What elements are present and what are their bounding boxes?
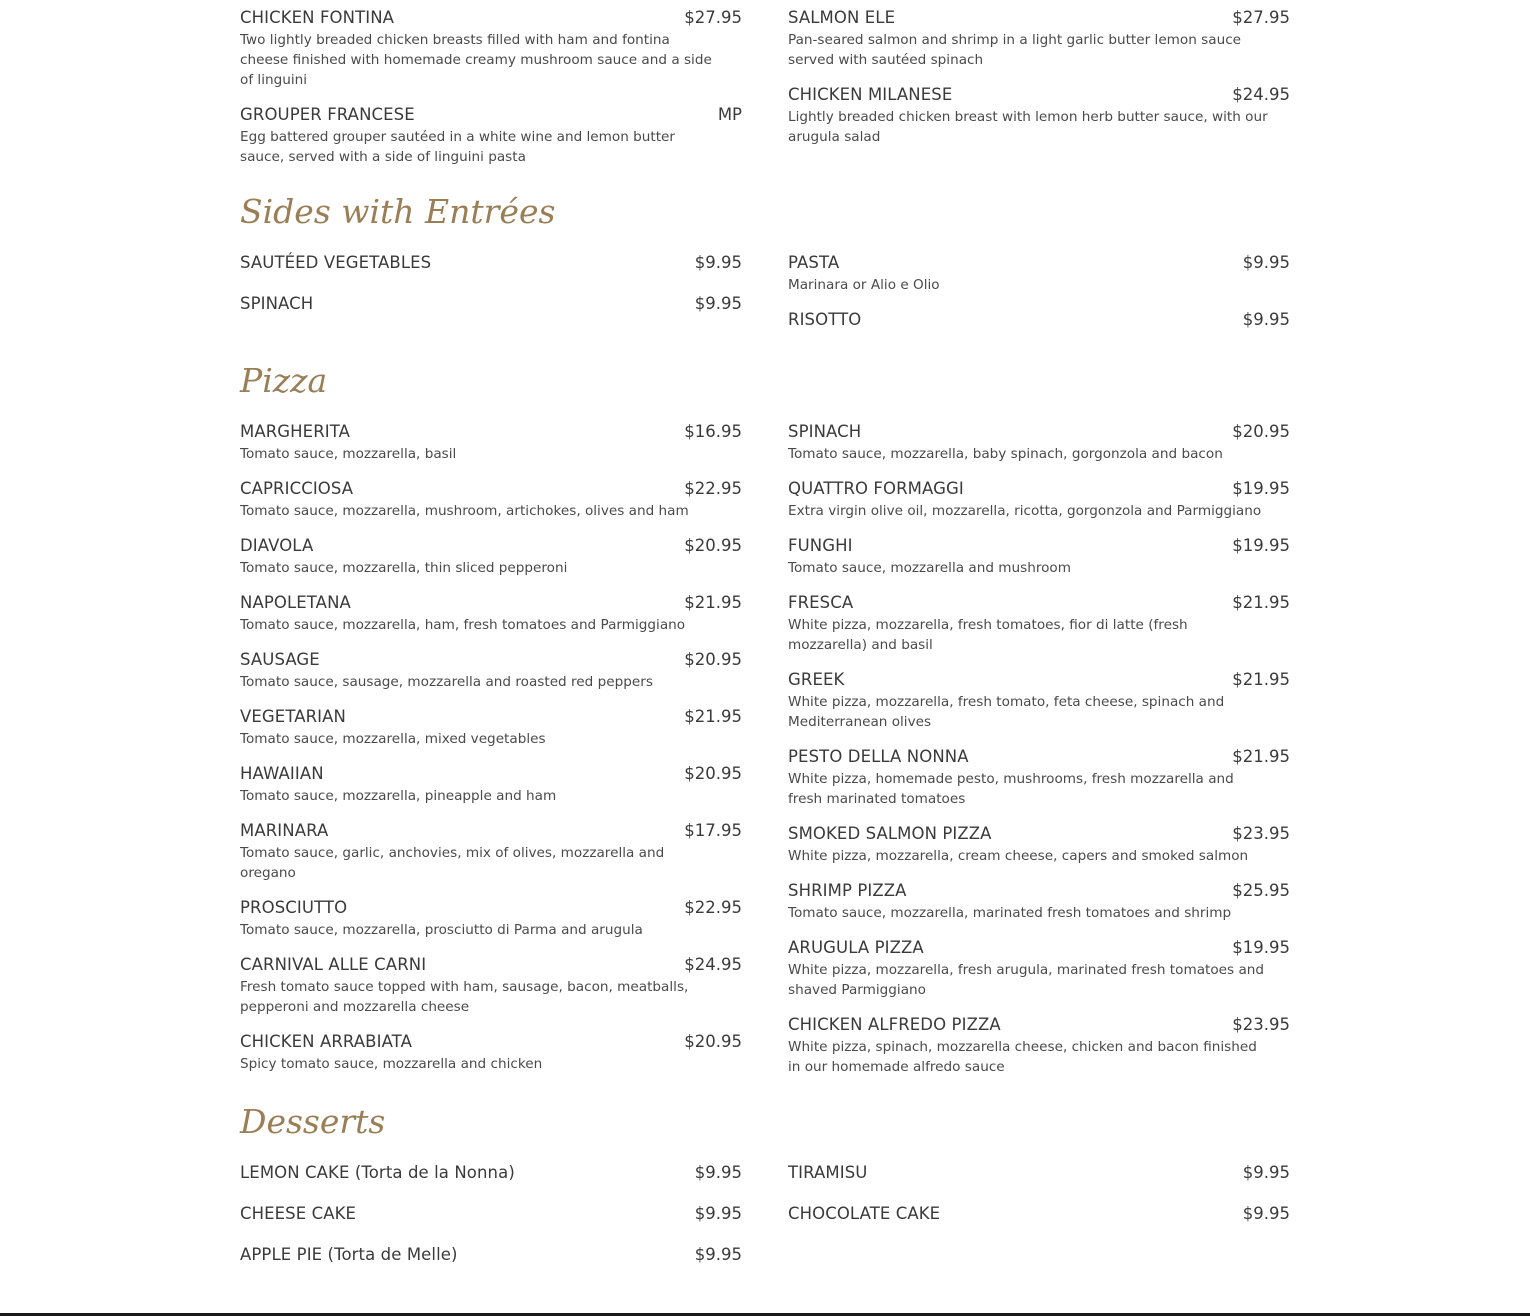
item-name: QUATTRO FORMAGGI: [788, 479, 964, 498]
menu-item: [240, 1204, 742, 1224]
item-price: $9.95: [694, 1163, 742, 1182]
desserts-section: [240, 1163, 1290, 1281]
menu-item: [240, 422, 742, 464]
item-name: PASTA: [788, 253, 840, 272]
menu-item: [788, 938, 1290, 1000]
item-price: $20.95: [684, 536, 742, 555]
item-price: $22.95: [684, 898, 742, 917]
item-price: $9.95: [1242, 1204, 1290, 1223]
item-name: SMOKED SALMON PIZZA: [788, 824, 992, 843]
item-name: CHICKEN ARRABIATA: [240, 1032, 412, 1051]
entrees-section: [240, 8, 1290, 183]
entrees-right-column: [788, 8, 1290, 183]
item-description: Spicy tomato sauce, mozzarella and chicken: [240, 1056, 543, 1072]
item-name: VEGETARIAN: [240, 707, 346, 726]
item-price: $9.95: [694, 294, 742, 313]
item-price: $20.95: [684, 650, 742, 669]
item-price: $24.95: [684, 955, 742, 974]
menu-item: [788, 310, 1290, 330]
item-price: $19.95: [1232, 536, 1290, 555]
item-price: $20.95: [684, 1032, 742, 1051]
item-name: MARINARA: [240, 821, 329, 840]
menu-item: [788, 1204, 1290, 1224]
item-price: $27.95: [1232, 8, 1290, 27]
menu-item: [788, 85, 1290, 147]
item-price: $9.95: [694, 253, 742, 272]
item-description: White pizza, mozzarella, fresh tomato, feta cheese, spinach and Mediterranean olives: [788, 694, 1225, 730]
menu-item: [788, 479, 1290, 521]
item-name: SALMON ELE: [788, 8, 896, 27]
sides-right-column: [788, 253, 1290, 346]
menu-item: [788, 670, 1290, 732]
item-name: TIRAMISU: [788, 1163, 868, 1182]
item-name: HAWAIIAN: [240, 764, 324, 783]
item-name: APPLE PIE (Torta de Melle): [240, 1245, 458, 1264]
item-description: Lightly breaded chicken breast with lemon herb butter sauce, with our arugula salad: [788, 109, 1268, 145]
item-price: $21.95: [1232, 593, 1290, 612]
menu-item: [240, 294, 742, 314]
desserts-section-title: Desserts: [240, 1102, 386, 1141]
item-description: Tomato sauce, mozzarella, marinated fresh tomatoes and shrimp: [788, 905, 1232, 921]
item-price: $9.95: [694, 1204, 742, 1223]
item-name: CHICKEN FONTINA: [240, 8, 395, 27]
item-description: Tomato sauce, mozzarella, baby spinach, gorgonzola and bacon: [788, 446, 1223, 462]
item-description: Tomato sauce, mozzarella, mixed vegetables: [240, 731, 546, 747]
menu-item: [240, 105, 742, 167]
item-price: $9.95: [1242, 310, 1290, 329]
item-price: $19.95: [1232, 938, 1290, 957]
item-name: SAUSAGE: [240, 650, 320, 669]
item-price: $20.95: [1232, 422, 1290, 441]
item-price: $20.95: [684, 764, 742, 783]
item-price: $21.95: [684, 707, 742, 726]
item-name: MARGHERITA: [240, 422, 351, 441]
item-name: CHOCOLATE CAKE: [788, 1204, 941, 1223]
menu-item: [240, 536, 742, 578]
menu-item: [240, 898, 742, 940]
pizza-right-column: [788, 422, 1290, 1092]
item-name: CHICKEN ALFREDO PIZZA: [788, 1015, 1001, 1034]
menu-item: [788, 1163, 1290, 1183]
item-name: NAPOLETANA: [240, 593, 351, 612]
item-description: White pizza, mozzarella, fresh arugula, marinated fresh tomatoes and shaved Parmiggiano: [788, 962, 1265, 998]
item-description: Two lightly breaded chicken breasts filled with ham and fontina cheese finished with homemade creamy mushroom sauce and a side of linguini: [240, 32, 712, 88]
pizza-section-title: Pizza: [240, 361, 328, 400]
item-name: SPINACH: [788, 422, 862, 441]
item-description: Tomato sauce, mozzarella, mushroom, artichokes, olives and ham: [240, 503, 689, 519]
menu-item: [788, 824, 1290, 866]
menu-item: [788, 253, 1290, 295]
item-price: $22.95: [684, 479, 742, 498]
item-description: Extra virgin olive oil, mozzarella, ricotta, gorgonzola and Parmiggiano: [788, 503, 1262, 519]
item-price: $21.95: [1232, 670, 1290, 689]
sides-left-column: [240, 253, 742, 346]
desserts-right-column: [788, 1163, 1290, 1281]
entrees-left-column: [240, 8, 742, 183]
item-price: $9.95: [1242, 253, 1290, 272]
sides-section: [240, 253, 1290, 346]
item-name: CAPRICCIOSA: [240, 479, 354, 498]
menu-item: [240, 253, 742, 273]
menu-item: [788, 422, 1290, 464]
item-description: Tomato sauce, mozzarella, basil: [240, 446, 457, 462]
menu-item: [788, 593, 1290, 655]
item-price: $24.95: [1232, 85, 1290, 104]
item-name: SPINACH: [240, 294, 314, 313]
item-name: DIAVOLA: [240, 536, 314, 555]
item-price: $19.95: [1232, 479, 1290, 498]
menu-item: [240, 650, 742, 692]
item-description: Egg battered grouper sautéed in a white wine and lemon butter sauce, served with a side of linguini pasta: [240, 129, 676, 165]
item-name: ARUGULA PIZZA: [788, 938, 924, 957]
item-price: MP: [717, 105, 742, 124]
item-description: White pizza, mozzarella, fresh tomatoes, fior di latte (fresh mozzarella) and basil: [788, 617, 1188, 653]
item-name: GREEK: [788, 670, 845, 689]
item-price: $21.95: [1232, 747, 1290, 766]
item-name: CHICKEN MILANESE: [788, 85, 953, 104]
menu-item: [788, 1015, 1290, 1077]
menu-item: [240, 593, 742, 635]
item-name: CARNIVAL ALLE CARNI: [240, 955, 427, 974]
item-price: $23.95: [1232, 1015, 1290, 1034]
item-description: Tomato sauce, mozzarella and mushroom: [788, 560, 1071, 576]
item-price: $17.95: [684, 821, 742, 840]
item-name: SHRIMP PIZZA: [788, 881, 907, 900]
menu-item: [788, 8, 1290, 70]
item-name: FUNGHI: [788, 536, 853, 555]
menu-item: [240, 1245, 742, 1265]
item-description: Pan-seared salmon and shrimp in a light garlic butter lemon sauce served with sautéed spinach: [788, 32, 1242, 68]
item-name: GROUPER FRANCESE: [240, 105, 415, 124]
item-description: Tomato sauce, mozzarella, thin sliced pepperoni: [240, 560, 568, 576]
menu-item: [240, 707, 742, 749]
item-price: $21.95: [684, 593, 742, 612]
item-price: $27.95: [684, 8, 742, 27]
menu-item: [240, 955, 742, 1017]
item-price: $16.95: [684, 422, 742, 441]
item-name: CHEESE CAKE: [240, 1204, 357, 1223]
item-name: PROSCIUTTO: [240, 898, 348, 917]
menu-item: [240, 8, 742, 90]
item-description: White pizza, mozzarella, cream cheese, capers and smoked salmon: [788, 848, 1249, 864]
menu-item: [240, 1032, 742, 1074]
pizza-left-column: [240, 422, 742, 1092]
desserts-left-column: [240, 1163, 742, 1281]
item-name: PESTO DELLA NONNA: [788, 747, 969, 766]
menu-item: [240, 1163, 742, 1183]
item-description: Marinara or Alio e Olio: [788, 277, 940, 293]
menu-item: [240, 479, 742, 521]
item-description: Tomato sauce, sausage, mozzarella and roasted red peppers: [240, 674, 653, 690]
item-description: White pizza, homemade pesto, mushrooms, fresh mozzarella and fresh marinated tomatoes: [788, 771, 1234, 807]
item-description: Tomato sauce, mozzarella, prosciutto di Parma and arugula: [240, 922, 643, 938]
item-name: SAUTÉED VEGETABLES: [240, 253, 432, 272]
sides-section-title: Sides with Entrées: [240, 192, 556, 231]
menu-item: [788, 881, 1290, 923]
item-price: $23.95: [1232, 824, 1290, 843]
item-description: White pizza, spinach, mozzarella cheese, chicken and bacon finished in our homemade alfredo sauce: [788, 1039, 1257, 1075]
item-name: LEMON CAKE (Torta de la Nonna): [240, 1163, 515, 1182]
menu-item: [240, 821, 742, 883]
menu-item: [240, 764, 742, 806]
item-price: $9.95: [1242, 1163, 1290, 1182]
pizza-section: [240, 422, 1290, 1092]
item-price: $9.95: [694, 1245, 742, 1264]
menu-item: [788, 747, 1290, 809]
item-description: Fresh tomato sauce topped with ham, sausage, bacon, meatballs, pepperoni and mozzarella cheese: [240, 979, 689, 1015]
item-price: $25.95: [1232, 881, 1290, 900]
item-name: FRESCA: [788, 593, 854, 612]
item-name: RISOTTO: [788, 310, 862, 329]
item-description: Tomato sauce, mozzarella, pineapple and ham: [240, 788, 557, 804]
item-description: Tomato sauce, garlic, anchovies, mix of olives, mozzarella and oregano: [240, 845, 665, 881]
menu-item: [788, 536, 1290, 578]
item-description: Tomato sauce, mozzarella, ham, fresh tomatoes and Parmiggiano: [240, 617, 686, 633]
